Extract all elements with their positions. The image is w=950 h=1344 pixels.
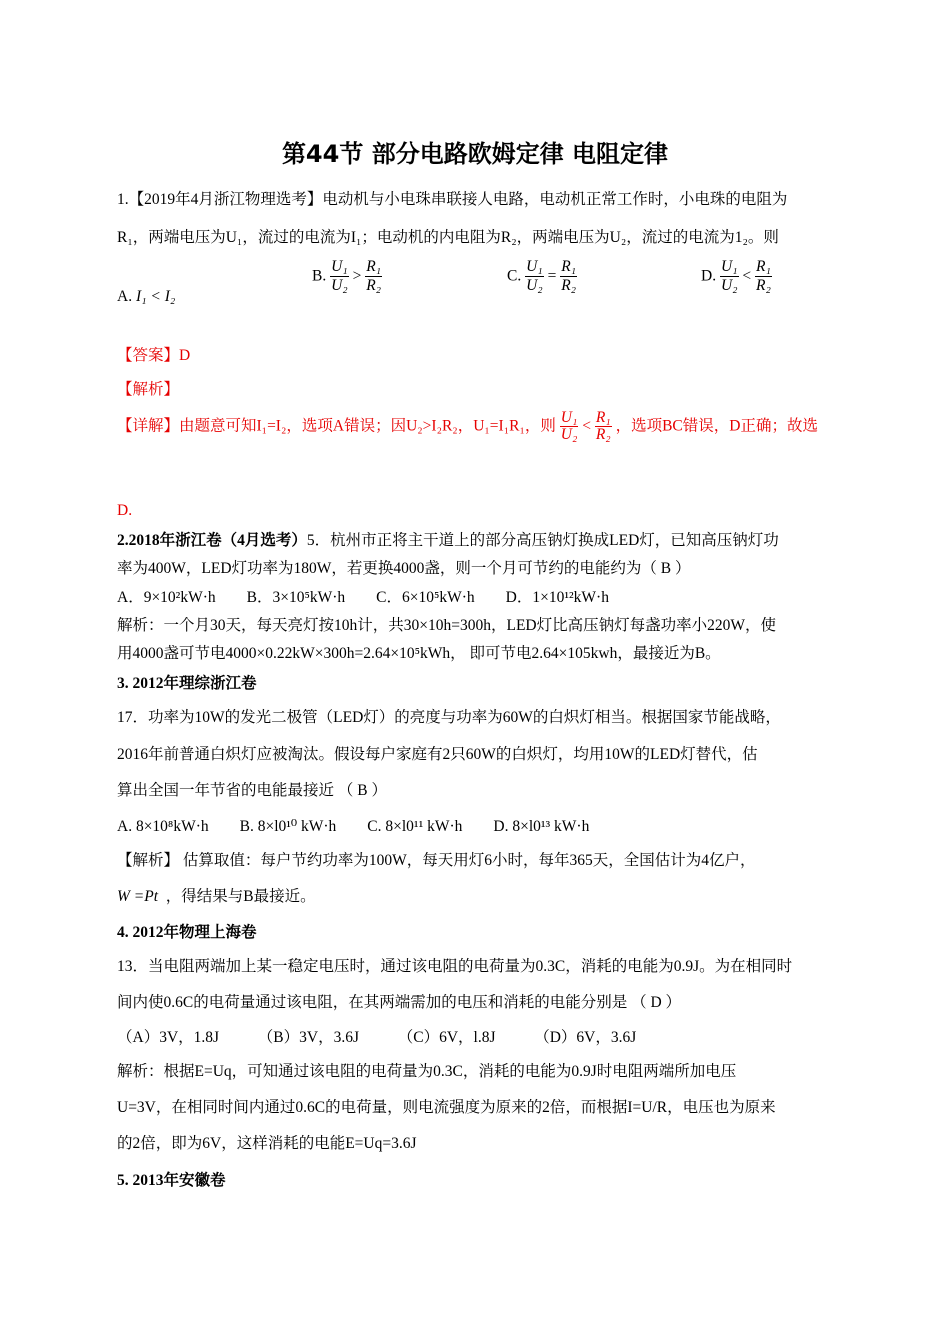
q1-detail-end: D. (117, 502, 133, 519)
q3-line1: 17．功率为10W的发光二极管（LED灯）的亮度与功率为60W的白炽灯相当。根据国家节能战略， (117, 709, 781, 726)
q4-line1: 13．当电阻两端加上某一稳定电压时，通过该电阻的电荷量为0.3C，消耗的电能为0.9J。为在相同时 (117, 958, 793, 975)
q3-options: A. 8×10⁸kW·h B. 8×l0¹⁰ kW·h C. 8×l0¹¹ kW·h D. 8×l0¹³ kW·h (117, 818, 590, 835)
q1-option-c: C. $\frac{\text{U₁}}{\text{U₂}}$ = $\frac{\text{R₁}}{\text{R₂}}$ (507, 258, 577, 294)
q4-options: （A）3V，1.8J （B）3V，3.6J （C）6V，l.8J （D）6V，3.6J (117, 1029, 637, 1046)
page-title: 第44节 部分电路欧姆定律 电阻定律 (281, 140, 669, 168)
q2-heading: 2.2018年浙江卷（4月选考） (117, 532, 307, 549)
q4-heading: 4. 2012年物理上海卷 (117, 924, 257, 941)
q3-line3: 算出全国一年节省的电能最接近 （ B ） (117, 782, 387, 799)
q3-solution-2: W =Pt ，得结果与B最接近。 (117, 888, 316, 905)
q1-analysis-label: 【解析】 (117, 381, 180, 398)
q5-heading: 5. 2013年安徽卷 (117, 1172, 226, 1189)
q3-line2: 2016年前普通白炽灯应被淘汰。假设每户家庭有2只60W的白炽灯，均用10W的LED灯替代，估 (117, 746, 758, 763)
q1-option-d: D. $\frac{\text{U₁}}{\text{U₂}}$ < $\frac{\text{R₁}}{\text{R₂}}$ (701, 258, 771, 294)
q1-line2: R₁，两端电压为U₁，流过的电流为I₁；电动机的内电阻为R₂，两端电压为U₂，流过的电流为1₂。则 (117, 229, 779, 246)
q1-line1: 1.【2019年4月浙江物理选考】电动机与小电珠串联接人电路，电动机正常工作时，小电珠的电阻为 (117, 191, 788, 208)
q4-solution-3: 的2倍，即为6V，这样消耗的电能E=Uq=3.6J (117, 1135, 417, 1152)
q2-options: A．9×10²kW·h B．3×10⁵kW·h C．6×10⁵kW·h D．1×10¹²kW·h (117, 589, 609, 606)
q2-solution-2: 用4000盏可节电4000×0.22kW×300h=2.64×10⁵kWh， 即可节电2.64×105kwh，最接近为B。 (117, 645, 721, 662)
q1-option-b: B. $\frac{\text{U₁}}{\text{U₂}}$ > $\frac{\text{R₁}}{\text{R₂}}$ (312, 258, 382, 294)
q4-solution-1: 解析：根据E=Uq，可知通过该电阻的电荷量为0.3C，消耗的电能为0.9J时电阻两端所加电压 (117, 1063, 737, 1080)
q1-option-a: A. I₁ < I₂ (117, 288, 176, 305)
q2-line2: 率为400W，LED灯功率为180W，若更换4000盏，则一个月可节约的电能约为（ B ） (117, 560, 691, 577)
q4-solution-2: U=3V，在相同时间内通过0.6C的电荷量，则电流强度为原来的2倍，而根据I=U/R，电压也为原来 (117, 1099, 776, 1116)
q2-line1: 2.2018年浙江卷（4月选考）5．杭州市正将主干道上的部分高压钠灯换成LED灯，已知高压钠灯功 (117, 532, 779, 549)
q3-heading: 3. 2012年理综浙江卷 (117, 675, 257, 692)
q1-answer: 【答案】D (117, 347, 191, 364)
q2-solution-1: 解析：一个月30天，每天亮灯按10h计，共30×10h=300h，LED灯比高压钠灯每盏功率小220W，使 (117, 617, 776, 634)
q1-detail: 【详解】由题意可知I₁=I₂，选项A错误；因U₂>I₂R₂，U₁=I₁R₁，则 $\frac{\text{U₁}}{\text{U₂}}$ < $\frac{\text{R₁}}{\text{R₂}}$ ，选项BC错误，D正确；故选 (117, 409, 818, 443)
q3-solution-1: 【解析】 估算取值：每户节约功率为100W，每天用灯6小时，每年365天，全国估计为4亿户， (117, 852, 756, 869)
q4-line2: 间内使0.6C的电荷量通过该电阻，在其两端需加的电压和消耗的电能分别是 （ D ） (117, 994, 682, 1011)
